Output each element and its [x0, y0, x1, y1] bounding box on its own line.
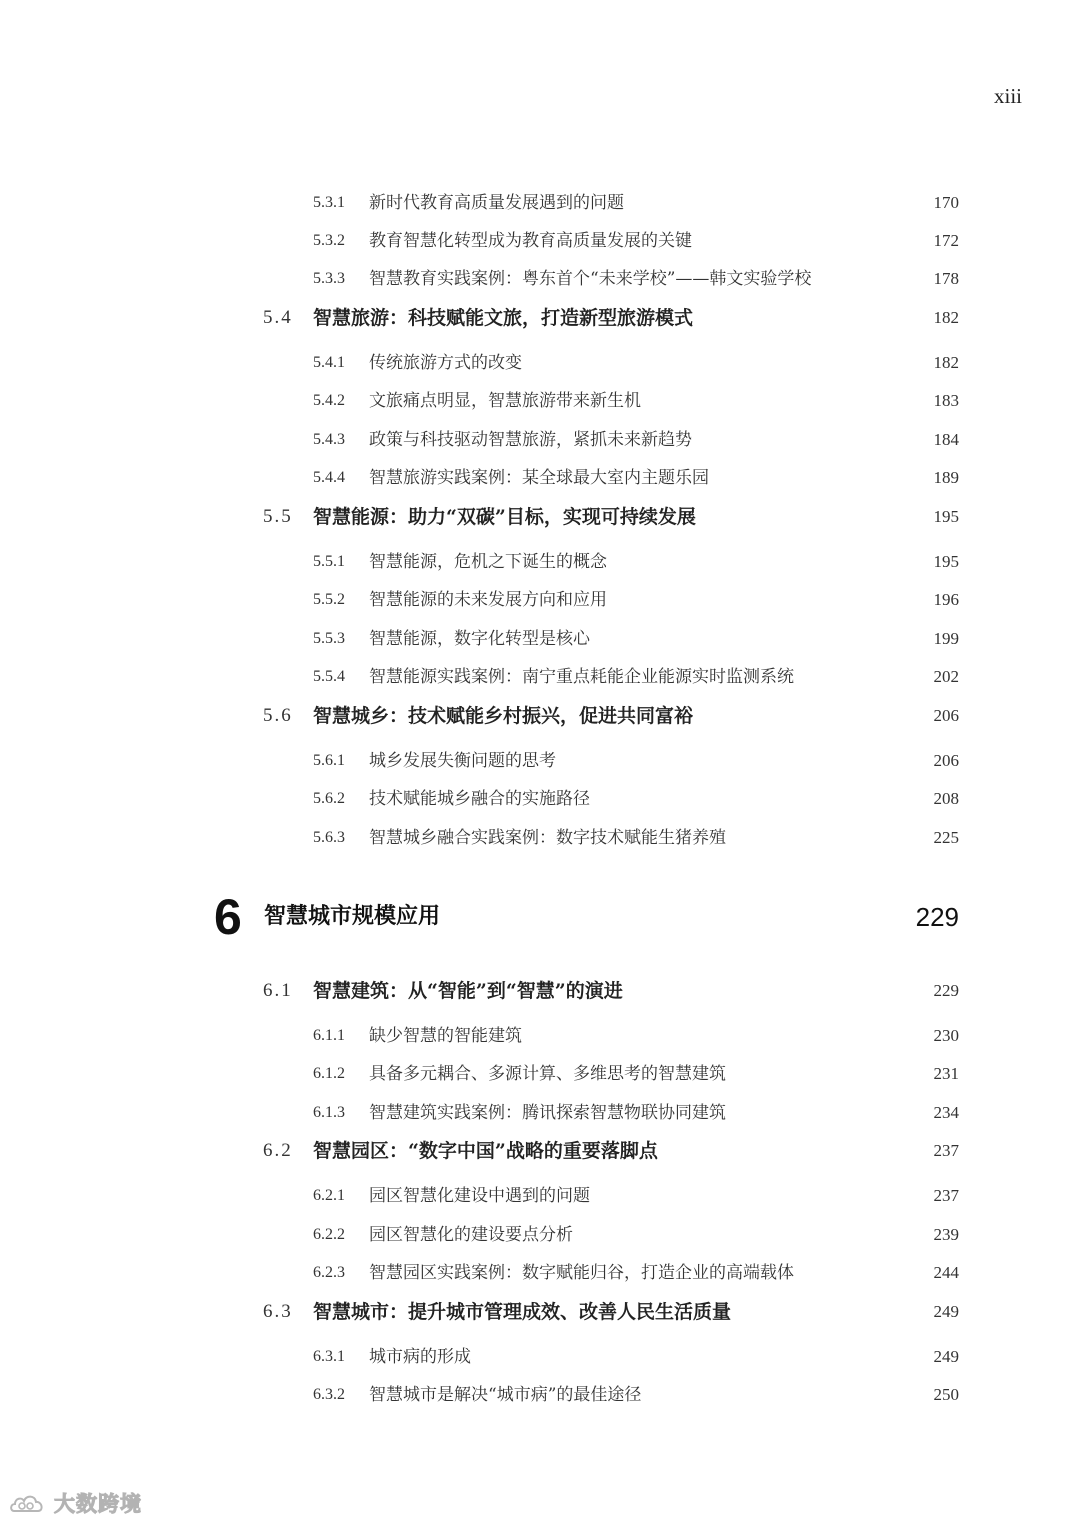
toc-entry-title: 智慧建筑：从“智能”到“智慧”的演进	[313, 980, 623, 1002]
toc-entry-page: 239	[933, 1225, 959, 1244]
toc-subsection-entry	[0, 543, 1080, 581]
toc-entry-page: 249	[933, 1302, 959, 1321]
toc-entry-num: 6.3	[263, 1301, 293, 1322]
toc-entry-page: 182	[933, 353, 959, 372]
toc-entry-num: 5.5.4	[313, 668, 345, 685]
toc-entry-num: 5.5.2	[313, 591, 345, 608]
toc-entry-num: 5.4	[263, 307, 293, 328]
toc-entry-title: 城市病的形成	[369, 1347, 471, 1367]
toc-entry-page: 234	[933, 1103, 959, 1122]
toc-entry-page: 195	[933, 552, 959, 571]
toc-entry-num: 6.1.3	[313, 1104, 345, 1121]
toc-entry-num: 5.5	[263, 506, 293, 527]
toc-subsection-entry	[0, 658, 1080, 696]
toc-entry-page: 189	[933, 468, 959, 487]
toc-entry-title: 智慧城市：提升城市管理成效、改善人民生活质量	[313, 1301, 732, 1323]
toc-subsection-entry	[0, 1254, 1080, 1292]
toc-subsection-entry	[0, 184, 1080, 222]
toc-entry-page: 184	[933, 430, 959, 449]
toc-subsection-entry	[0, 260, 1080, 298]
toc-entry-num: 5.4.1	[313, 354, 345, 371]
toc-section-entry	[0, 1293, 1080, 1331]
chapter-number: 6	[214, 889, 242, 945]
toc-entry-page: 182	[933, 308, 959, 327]
toc-entry-page: 195	[933, 507, 959, 526]
toc-subsection-entry	[0, 581, 1080, 619]
watermark	[8, 1487, 142, 1519]
toc-entry-page: 183	[933, 391, 959, 410]
toc-entry-page: 230	[933, 1026, 959, 1045]
toc-entry-page: 196	[933, 590, 959, 609]
toc-subsection-entry	[0, 620, 1080, 658]
toc-entry-page: 225	[933, 828, 959, 847]
toc-entry-title: 智慧能源，数字化转型是核心	[369, 629, 590, 649]
toc-entry-num: 5.4.2	[313, 392, 345, 409]
toc-entry-page: 231	[933, 1064, 959, 1083]
toc-entry-num: 5.6.1	[313, 752, 345, 769]
toc-subsection-entry	[0, 382, 1080, 420]
toc-entry-page: 237	[933, 1186, 959, 1205]
toc-entry-page: 237	[933, 1141, 959, 1160]
chapter-page: 229	[915, 902, 959, 932]
toc-entry-title: 智慧能源实践案例：南宁重点耗能企业能源实时监测系统	[369, 667, 794, 687]
toc-entry-num: 6.1	[263, 980, 293, 1001]
toc-entry-title: 智慧能源，危机之下诞生的概念	[369, 552, 607, 572]
toc-subsection-entry	[0, 780, 1080, 818]
toc-entry-page: 206	[933, 706, 959, 725]
toc-entry-num: 5.6.3	[313, 829, 345, 846]
toc-subsection-entry	[0, 421, 1080, 459]
toc-entry-title: 技术赋能城乡融合的实施路径	[369, 789, 590, 809]
toc-entry-title: 智慧园区实践案例：数字赋能归谷，打造企业的高端载体	[369, 1263, 794, 1283]
toc-entry-page: 178	[933, 269, 959, 288]
toc-entry-num: 6.2.1	[313, 1187, 345, 1204]
toc-subsection-entry	[0, 222, 1080, 260]
toc-entry-num: 6.2	[263, 1140, 293, 1161]
page-number: xiii	[993, 84, 1022, 108]
toc-entry-num: 6.2.2	[313, 1226, 345, 1243]
toc-entry-num: 5.6.2	[313, 790, 345, 807]
toc-section-entry	[0, 498, 1080, 536]
toc-entry-num: 5.6	[263, 705, 293, 726]
toc-entry-num: 6.1.2	[313, 1065, 345, 1082]
toc-entry-num: 6.3.1	[313, 1348, 345, 1365]
cloud-logo-icon	[8, 1489, 48, 1517]
toc-subsection-entry	[0, 1338, 1080, 1376]
toc-subsection-entry	[0, 1055, 1080, 1093]
toc-entry-title: 智慧城市是解决“城市病”的最佳途径	[369, 1385, 642, 1405]
toc-entry-page: 249	[933, 1347, 959, 1366]
toc-subsection-entry	[0, 1376, 1080, 1414]
toc-entry-title: 智慧能源：助力“双碳”目标，实现可持续发展	[313, 506, 696, 528]
toc-entry-title: 园区智慧化的建设要点分析	[369, 1225, 573, 1245]
toc-entry-page: 170	[933, 193, 959, 212]
toc-entry-num: 5.5.3	[313, 630, 345, 647]
toc-subsection-entry	[0, 819, 1080, 857]
toc-entry-num: 6.2.3	[313, 1264, 345, 1281]
toc-entry-title: 具备多元耦合、多源计算、多维思考的智慧建筑	[369, 1064, 726, 1084]
toc-subsection-entry	[0, 742, 1080, 780]
toc-entry-title: 教育智慧化转型成为教育高质量发展的关键	[369, 231, 692, 251]
toc-entry-page: 208	[933, 789, 959, 808]
toc-entry-title: 智慧旅游实践案例：某全球最大室内主题乐园	[369, 468, 709, 488]
toc-section-entry	[0, 697, 1080, 735]
toc-entry-title: 智慧园区：“数字中国”战略的重要落脚点	[313, 1140, 658, 1162]
toc-entry-page: 229	[933, 981, 959, 1000]
toc-entry-page: 244	[933, 1263, 959, 1282]
toc-entry-num: 6.1.1	[313, 1027, 345, 1044]
toc-entry-num: 5.5.1	[313, 553, 345, 570]
toc-entry-title: 城乡发展失衡问题的思考	[369, 751, 556, 771]
toc-section-entry	[0, 299, 1080, 337]
toc-entry-title: 缺少智慧的智能建筑	[369, 1026, 522, 1046]
toc-subsection-entry	[0, 459, 1080, 497]
toc-entry-num: 5.3.1	[313, 194, 345, 211]
toc-entry-title: 智慧能源的未来发展方向和应用	[369, 590, 607, 610]
toc-subsection-entry	[0, 1017, 1080, 1055]
chapter-heading	[0, 885, 1080, 955]
toc-entry-page: 172	[933, 231, 959, 250]
toc-entry-num: 5.3.2	[313, 232, 345, 249]
toc-entry-num: 5.4.3	[313, 431, 345, 448]
toc-section-entry	[0, 1132, 1080, 1170]
toc-section-entry	[0, 972, 1080, 1010]
chapter-title: 智慧城市规模应用	[264, 904, 441, 929]
toc-entry-title: 智慧教育实践案例：粤东首个“未来学校”——韩文实验学校	[369, 269, 812, 289]
toc-entry-num: 5.4.4	[313, 469, 345, 486]
toc-entry-num: 5.3.3	[313, 270, 345, 287]
toc-entry-title: 智慧城乡：技术赋能乡村振兴，促进共同富裕	[313, 705, 694, 727]
toc-entry-page: 202	[933, 667, 959, 686]
toc-entry-title: 智慧旅游：科技赋能文旅，打造新型旅游模式	[313, 307, 694, 329]
toc-entry-title: 文旅痛点明显，智慧旅游带来新生机	[369, 391, 641, 411]
toc-subsection-entry	[0, 344, 1080, 382]
watermark-text: 大数跨境	[54, 1492, 142, 1516]
toc-entry-title: 政策与科技驱动智慧旅游，紧抓未来新趋势	[369, 430, 692, 450]
toc-entry-title: 园区智慧化建设中遇到的问题	[369, 1186, 590, 1206]
toc-entry-title: 智慧建筑实践案例：腾讯探索智慧物联协同建筑	[369, 1103, 726, 1123]
toc-entry-title: 传统旅游方式的改变	[369, 353, 522, 373]
toc-subsection-entry	[0, 1177, 1080, 1215]
toc-entry-num: 6.3.2	[313, 1386, 345, 1403]
toc-subsection-entry	[0, 1094, 1080, 1132]
toc-entry-page: 250	[933, 1385, 959, 1404]
toc-entry-title: 新时代教育高质量发展遇到的问题	[369, 193, 624, 213]
toc-entry-title: 智慧城乡融合实践案例：数字技术赋能生猪养殖	[369, 828, 726, 848]
toc-subsection-entry	[0, 1216, 1080, 1254]
toc-entry-page: 199	[933, 629, 959, 648]
toc-entry-page: 206	[933, 751, 959, 770]
